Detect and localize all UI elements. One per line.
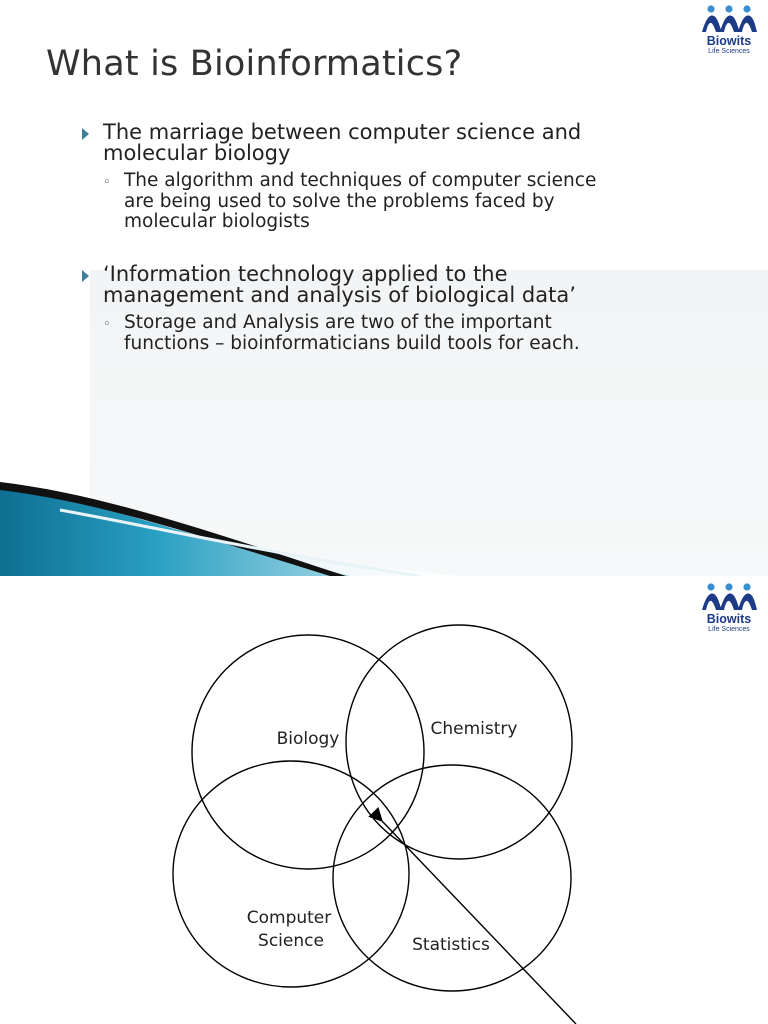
logo-name: Biowits (706, 34, 752, 48)
venn-label-biology: Biology (276, 729, 340, 749)
biowits-logo (694, 4, 764, 74)
venn-label-chemistry: Chemistry (430, 719, 518, 739)
decorative-swoosh (0, 480, 768, 576)
sub-bullet-item (103, 313, 703, 354)
venn-label-computer-line1: Computer (246, 908, 332, 928)
computer-science-circle (173, 761, 409, 987)
triangle-bullet-icon (82, 128, 89, 140)
venn-label-statistics: Statistics (412, 935, 490, 955)
three-people-logo-icon (700, 4, 758, 34)
circle-bullet-icon: ◦ (103, 175, 111, 190)
sub-bullet-text: The algorithm and techniques of computer science are being used to solve the problems faced by molecular biologists (124, 170, 597, 232)
slide-venn-diagram (0, 576, 768, 1024)
slide-title: What is Bioinformatics? (46, 44, 463, 84)
triangle-bullet-icon (82, 270, 89, 282)
sub-bullet-item (103, 171, 703, 233)
logo-name: Biowits (706, 612, 752, 626)
pointer-arrow-icon (382, 821, 576, 1024)
bullet-text: The marriage between computer science and molecular biology (103, 120, 582, 165)
bullet-text: ‘Information technology applied to the management and analysis of biological data’ (103, 262, 576, 307)
sub-bullet-text: Storage and Analysis are two of the important functions – bioinformaticians build tools for each. (124, 312, 580, 354)
bullet-item (82, 264, 682, 306)
statistics-circle (333, 765, 571, 991)
circle-bullet-icon: ◦ (103, 317, 111, 332)
bullet-item (82, 122, 682, 164)
logo-subtitle: Life Sciences (708, 48, 750, 55)
venn-label-computer-line2: Science (258, 931, 324, 951)
logo-subtitle: Life Sciences (708, 626, 750, 633)
venn-diagram (0, 576, 768, 1024)
